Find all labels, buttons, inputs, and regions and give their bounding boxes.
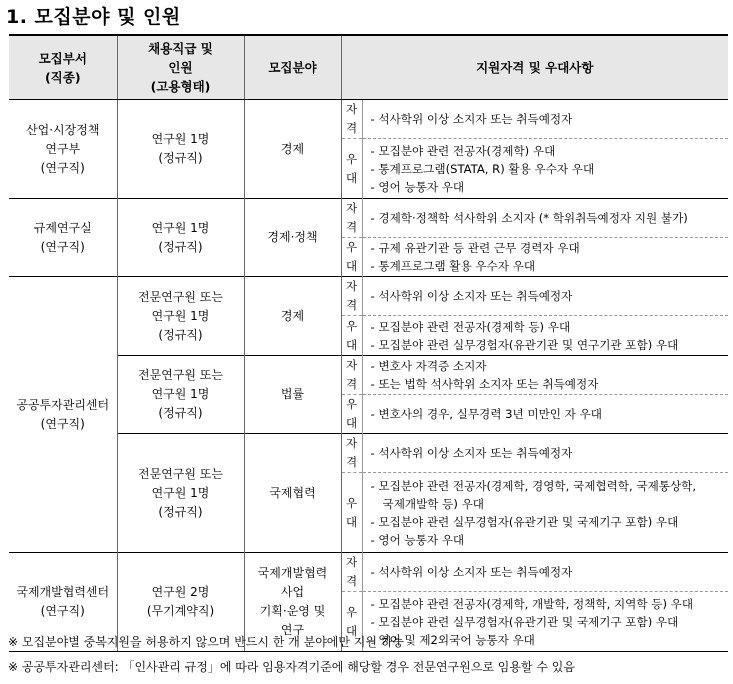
dept-cell: 국제개발협력센터 (연구직) bbox=[9, 553, 117, 652]
table-row bbox=[9, 199, 728, 238]
preference-list bbox=[362, 395, 728, 434]
requirement-list bbox=[362, 277, 728, 316]
list-item: - 모집분야 관련 전공자(경제학, 경영학, 국제협력학, 국제통상학, bbox=[370, 478, 697, 493]
list-item: - 통계프로그램 활용 우수자 우대 bbox=[370, 259, 536, 273]
list-item: - 영어 능통자 우대 bbox=[370, 532, 465, 547]
requirement-label: 자 격 bbox=[341, 553, 362, 592]
preference-label: 우 대 bbox=[341, 395, 362, 434]
list-item: - 모집분야 관련 전공자(경제학, 개발학, 정책학, 지역학 등) 우대 bbox=[370, 596, 694, 611]
list-item: - 경제학·정책학 석사학위 소지자 (* 학위취득예정자 지원 불가) bbox=[370, 211, 688, 225]
header-dept: 모집부서 (직종) bbox=[9, 35, 117, 100]
table-row bbox=[9, 553, 728, 592]
list-item: - 영어 및 제2외국어 능통자 우대 bbox=[370, 632, 535, 647]
list-item: - 모집분야 관련 실무경험자(유관기관 및 연구기관 포함) 우대 bbox=[370, 337, 679, 352]
list-item: - 모집분야 관련 전공자(경제학) 우대 bbox=[370, 143, 556, 158]
preference-list bbox=[362, 139, 728, 199]
position-cell: 연구원 1명 (정규직) bbox=[117, 199, 244, 277]
position-cell: 전문연구원 또는 연구원 1명 (정규직) bbox=[117, 434, 244, 553]
preference-label: 우 대 bbox=[341, 238, 362, 277]
requirement-list bbox=[362, 356, 728, 395]
list-item: - 또는 법학 석사학위 소지자 또는 취득예정자 bbox=[370, 377, 599, 391]
list-item: - 영어 능통자 우대 bbox=[370, 179, 465, 194]
dept-cell: 공공투자관리센터 (연구직) bbox=[9, 277, 117, 553]
preference-label: 우 대 bbox=[341, 139, 362, 199]
list-item: - 모집분야 관련 실무경험자(유관기관 및 국제기구 포함) 우대 bbox=[370, 514, 679, 529]
preference-list bbox=[362, 238, 728, 277]
dept-cell: 산업·시장정책 연구부 (연구직) bbox=[26, 122, 100, 175]
preference-list bbox=[362, 316, 728, 356]
preference-label: 우 대 bbox=[341, 316, 362, 356]
footnote: ※ 공공투자관리센터: 「인사관리 규정」에 따라 임용자격기준에 해당할 경우 전문연구원으로 임용할 수 있음 bbox=[8, 660, 575, 674]
requirement-label: 자 격 bbox=[341, 199, 362, 238]
table-header-row bbox=[9, 35, 728, 100]
requirement-list bbox=[362, 434, 728, 473]
preference-label: 우 대 bbox=[341, 592, 362, 652]
table-row bbox=[9, 356, 728, 395]
position-cell: 연구원 2명 (무기계약직) bbox=[117, 553, 244, 652]
field-cell: 경제·정책 bbox=[244, 199, 341, 277]
position-cell: 전문연구원 또는 연구원 1명 (정규직) bbox=[117, 277, 244, 356]
list-item: - 석사학위 이상 소지자 또는 취득예정자 bbox=[370, 565, 573, 579]
recruitment-table bbox=[9, 34, 728, 652]
field-cell: 경제 bbox=[244, 100, 341, 199]
requirement-label: 자 격 bbox=[341, 100, 362, 139]
page-title: 1. 모집분야 및 인원 bbox=[6, 6, 181, 28]
header-field: 모집분야 bbox=[244, 35, 341, 100]
position-cell: 전문연구원 또는 연구원 1명 (정규직) bbox=[117, 356, 244, 434]
field-cell: 법률 bbox=[244, 356, 341, 434]
field-cell: 국제협력 bbox=[244, 434, 341, 553]
position-cell: 연구원 1명 (정규직) bbox=[117, 100, 244, 199]
table-row bbox=[9, 100, 728, 139]
list-item: - 통계프로그램(STATA, R) 활용 우수자 우대 bbox=[370, 161, 595, 176]
list-item: - 모집분야 관련 실무경험자(유관기관 및 국제기구 포함) 우대 bbox=[370, 614, 679, 629]
header-qualifications: 지원자격 및 우대사항 bbox=[341, 35, 728, 100]
table-row bbox=[9, 434, 728, 473]
list-item: - 석사학위 이상 소지자 또는 취득예정자 bbox=[370, 289, 573, 303]
list-item: - 변호사 자격증 소지자 bbox=[370, 359, 487, 373]
table-row bbox=[9, 277, 728, 316]
list-item: - 변호사의 경우, 실무경력 3년 미만인 자 우대 bbox=[370, 407, 602, 421]
list-item: 국제개발학 등) 우대 bbox=[382, 496, 484, 511]
list-item: - 석사학위 이상 소지자 또는 취득예정자 bbox=[370, 446, 573, 460]
requirement-label: 자 격 bbox=[341, 434, 362, 473]
field-cell: 국제개발협력 사업 기획·운영 및 연구 bbox=[244, 553, 341, 652]
preference-label: 우 대 bbox=[341, 473, 362, 553]
requirement-list bbox=[362, 100, 728, 139]
preference-list bbox=[362, 473, 728, 553]
field-cell: 경제 bbox=[244, 277, 341, 356]
requirement-list bbox=[362, 199, 728, 238]
list-item: - 석사학위 이상 소지자 또는 취득예정자 bbox=[370, 112, 573, 126]
header-position: 채용직급 및 인원 (고용형태) bbox=[117, 35, 244, 100]
requirement-list bbox=[362, 553, 728, 592]
requirement-label: 자 격 bbox=[341, 277, 362, 316]
dept-cell: 규제연구실 (연구직) bbox=[9, 199, 117, 277]
list-item: - 규제 유관기관 등 관련 근무 경력자 우대 bbox=[370, 241, 580, 255]
footnote: ※ 모집분야별 중복지원을 허용하지 않으며 반드시 한 개 분야에만 지원 가능 bbox=[8, 635, 404, 649]
preference-list bbox=[362, 592, 728, 652]
list-item: - 모집분야 관련 전공자(경제학 등) 우대 bbox=[370, 319, 571, 334]
requirement-label: 자 격 bbox=[341, 356, 362, 395]
